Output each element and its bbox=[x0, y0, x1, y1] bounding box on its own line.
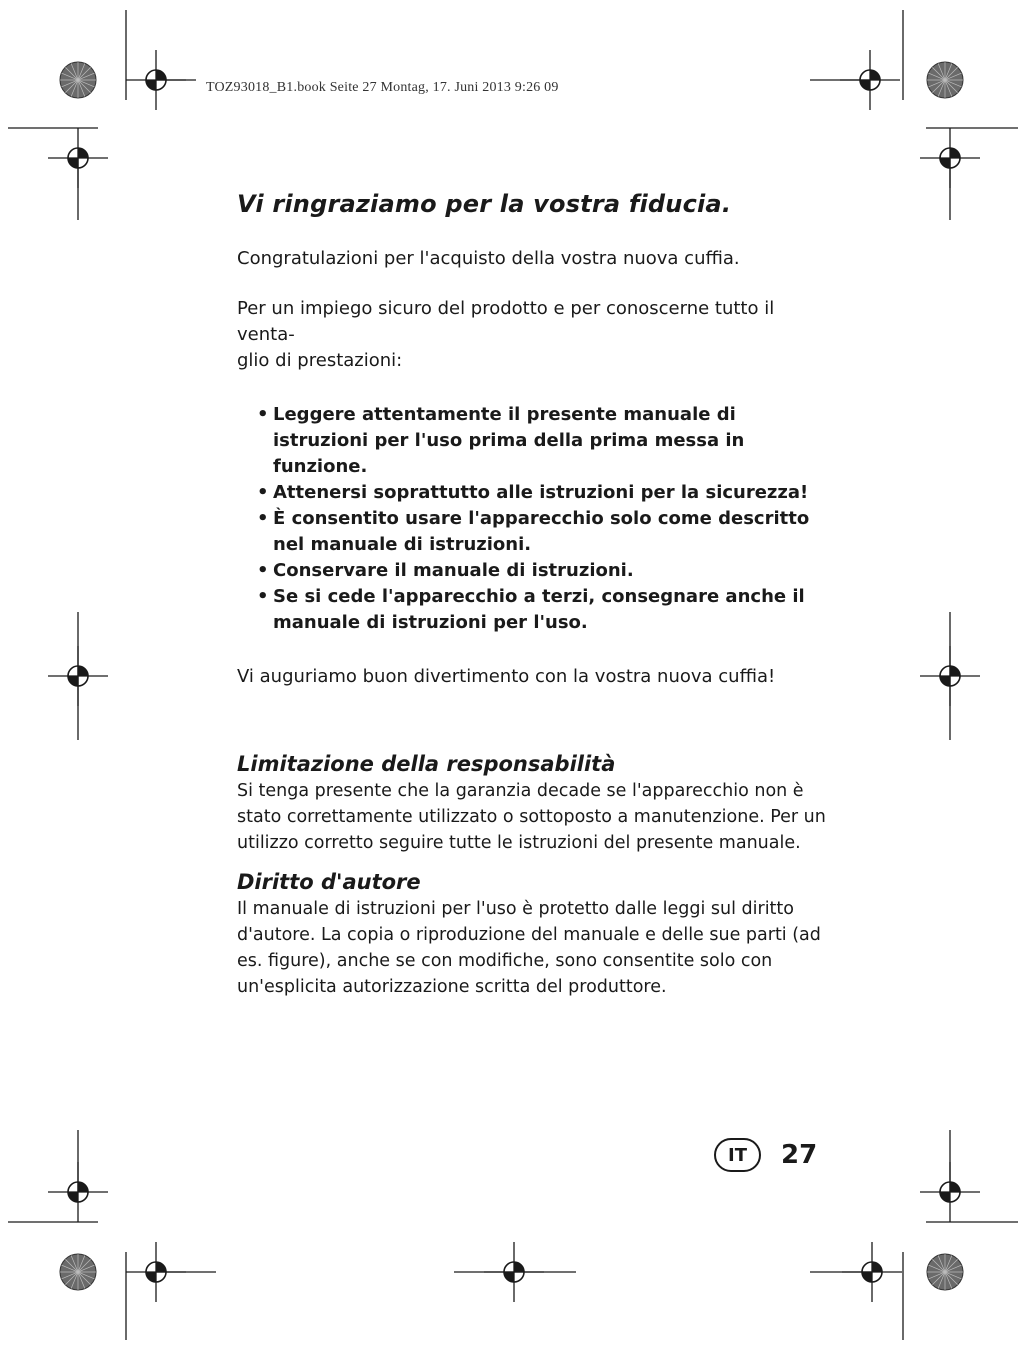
section-heading-limitazione: Limitazione della responsabilità bbox=[237, 752, 616, 776]
page-number: 27 bbox=[780, 1140, 818, 1170]
print-slug-header: TOZ93018_B1.book Seite 27 Montag, 17. Juni 2013 9:26 09 bbox=[206, 80, 559, 95]
page-title: Vi ringraziamo per la vostra fiducia. bbox=[237, 190, 732, 218]
list-item: • Leggere attentamente il presente manuale di istruzioni per l'uso prima della prima messa in funzione. bbox=[237, 402, 837, 480]
intro-usage-line-2: glio di prestazioni: bbox=[237, 350, 403, 371]
list-item: • Attenersi soprattutto alle istruzioni per la sicurezza! bbox=[237, 480, 837, 506]
section-heading-diritto: Diritto d'autore bbox=[237, 870, 421, 894]
page-footer bbox=[714, 1137, 817, 1173]
section-text-limitazione: Si tenga presente che la garanzia decade se l'apparecchio non è stato correttamente utilizzato o sottoposto a manutenzione. Per un utilizzo corretto seguire tutte le istruzioni del presente manuale. bbox=[237, 781, 826, 853]
list-item: • Conservare il manuale di istruzioni. bbox=[237, 558, 837, 584]
instructions-list bbox=[237, 402, 837, 636]
intro-usage bbox=[237, 296, 837, 374]
list-item: • Se si cede l'apparecchio a terzi, consegnare anche il manuale di istruzioni per l'uso. bbox=[237, 584, 837, 636]
intro-usage-line-1: Per un impiego sicuro del prodotto e per conoscerne tutto il venta- bbox=[237, 298, 775, 345]
page-content bbox=[237, 190, 837, 1000]
section-text-diritto: Il manuale di istruzioni per l'uso è protetto dalle leggi sul diritto d'autore. La copia o riproduzione del manuale e delle sue parti (ad es. figure), anche se con modifiche, sono consentite solo con un'esplicita autorizzazione scritta del produttore. bbox=[237, 899, 821, 997]
closing-wish: Vi auguriamo buon divertimento con la vostra nuova cuffia! bbox=[237, 666, 776, 687]
intro-congratulations: Congratulazioni per l'acquisto della vostra nuova cuffia. bbox=[237, 248, 740, 269]
list-item: • È consentito usare l'apparecchio solo come descritto nel manuale di istruzioni. bbox=[237, 506, 837, 558]
language-badge: IT bbox=[714, 1138, 761, 1172]
